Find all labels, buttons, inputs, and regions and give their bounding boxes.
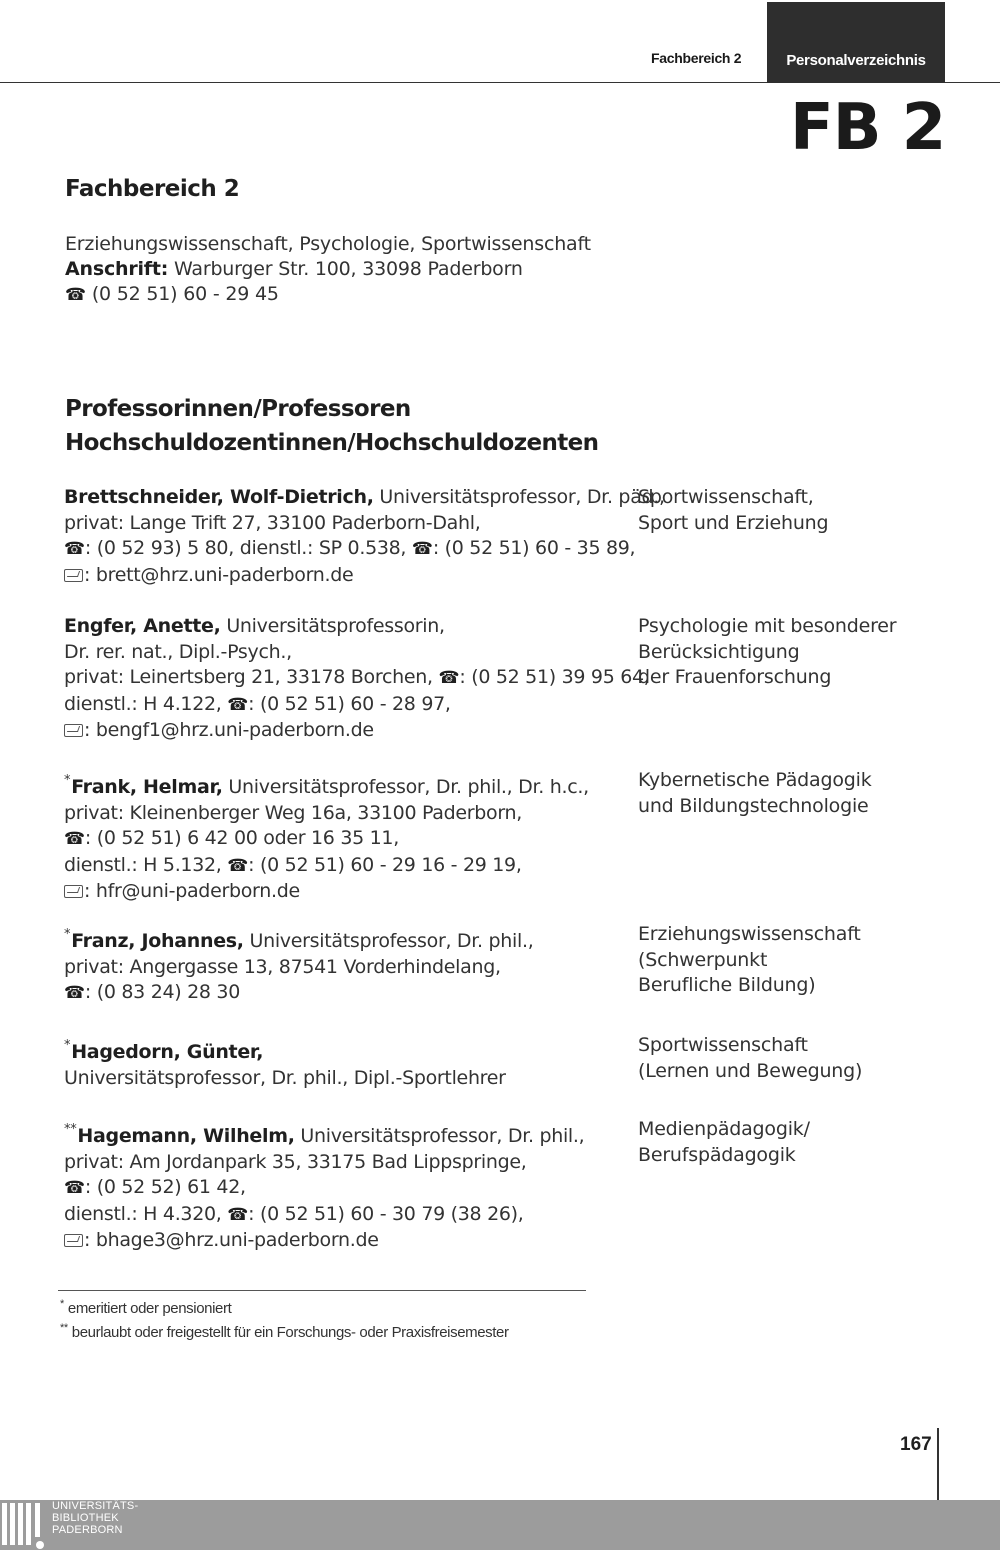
- person-name: Engfer, Anette,: [64, 615, 221, 637]
- library-name-line: BIBLIOTHEK: [52, 1512, 119, 1524]
- field-line: Erziehungswissenschaft: [638, 923, 861, 945]
- phone-value: (0 52 51) 60 - 29 45: [91, 283, 279, 305]
- footnote-rule: [58, 1290, 586, 1291]
- library-name-line: PADERBORN: [52, 1524, 123, 1536]
- person-title: Universitätsprofessor, Dr. phil., Dr. h.c.,: [228, 776, 589, 798]
- field-line: (Schwerpunkt: [638, 948, 768, 971]
- person-title: Universitätsprofessorin,: [226, 615, 445, 637]
- phone-icon: ☎: [65, 285, 86, 305]
- department-phone: [65, 282, 591, 308]
- field-line: Berufliche Bildung): [638, 974, 816, 996]
- email-address: : hfr@uni-paderborn.de: [84, 880, 300, 902]
- department-info: [65, 232, 591, 308]
- person-details: [64, 614, 650, 744]
- person-field: [638, 614, 938, 691]
- phone-icon: ☎: [438, 668, 460, 688]
- person-name: Brettschneider, Wolf-Dietrich,: [64, 486, 374, 508]
- phone-icon: ☎: [227, 1204, 249, 1225]
- field-line: Berücksichtigung: [638, 640, 800, 663]
- footnote: [60, 1322, 509, 1341]
- person-email: [64, 718, 634, 744]
- phone-icon: ☎: [64, 983, 85, 1003]
- phone-icon: ☎: [227, 855, 249, 876]
- office-room: dienstl.: H 4.122,: [64, 692, 228, 715]
- person-phones: [64, 536, 634, 563]
- page-number: 167: [900, 1434, 932, 1455]
- department-address: [65, 257, 591, 282]
- person-field: [638, 768, 938, 819]
- email-address: : bengf1@hrz.uni-paderborn.de: [84, 719, 374, 741]
- person-email: [64, 879, 634, 905]
- library-name-line: UNIVERSITÄTS-: [52, 1500, 139, 1512]
- private-address: privat: Leinertsberg 21, 33178 Borchen,: [64, 666, 439, 688]
- person-name: Hagedorn, Günter,: [71, 1041, 264, 1063]
- address-label: Anschrift:: [65, 258, 169, 280]
- field-line: Sport und Erziehung: [638, 511, 829, 534]
- field-line: Psychologie mit besonderer: [638, 615, 897, 637]
- person-details: [64, 922, 634, 1007]
- person-title: Universitätsprofessor, Dr. phil., Dipl.-Sportlehrer: [64, 1066, 506, 1089]
- header-section-label: Fachbereich 2: [651, 50, 742, 66]
- section-heading-line1: Professorinnen/Professoren: [65, 396, 411, 422]
- person-private-address: privat: Lange Trift 27, 33100 Paderborn-Dahl,: [64, 511, 481, 534]
- person-private-address: privat: Angergasse 13, 87541 Vorderhindelang,: [64, 955, 501, 978]
- person-office: [64, 692, 634, 719]
- person-details: [64, 1033, 634, 1091]
- library-name: [52, 1500, 138, 1536]
- field-line: Sportwissenschaft,: [638, 486, 814, 508]
- office-phone: : (0 52 51) 60 - 35 89,: [432, 537, 636, 559]
- phone-icon: ☎: [64, 1178, 85, 1198]
- field-line: Kybernetische Pädagogik: [638, 769, 872, 791]
- person-office: [64, 853, 634, 880]
- address-value: Warburger Str. 100, 33098 Paderborn: [174, 258, 523, 280]
- office-phone: : (0 52 51) 60 - 28 97,: [248, 692, 451, 715]
- person-name: Frank, Helmar,: [71, 776, 223, 798]
- person-email: [64, 563, 634, 589]
- library-footer: [0, 1500, 1000, 1550]
- phone-icon: ☎: [64, 539, 85, 559]
- phone-icon: ☎: [64, 829, 85, 849]
- private-phone: : (0 52 52) 61 42,: [84, 1176, 246, 1198]
- person-private-phone: [64, 980, 634, 1007]
- person-field: [638, 1033, 938, 1084]
- field-line: Medienpädagogik/: [638, 1118, 810, 1140]
- office-room: dienstl.: H 5.132,: [64, 853, 228, 876]
- field-line: der Frauenforschung: [638, 666, 832, 688]
- person-private-address: privat: Kleinenberger Weg 16a, 33100 Paderborn,: [64, 801, 523, 824]
- field-line: und Bildungstechnologie: [638, 794, 869, 817]
- footnote-marker: *: [64, 1038, 71, 1053]
- phone-icon: ☎: [227, 694, 249, 715]
- department-title: Fachbereich 2: [65, 176, 240, 202]
- person-field: [638, 922, 938, 999]
- section-badge: FB 2: [790, 91, 946, 165]
- office-phone: : (0 52 51) 60 - 29 16 - 29 19,: [248, 853, 522, 876]
- email-address: : bhage3@hrz.uni-paderborn.de: [84, 1229, 379, 1251]
- mail-icon: [64, 1234, 83, 1247]
- person-private-phone: [64, 1175, 634, 1202]
- person-degrees: Dr. rer. nat., Dipl.-Psych.,: [64, 640, 292, 663]
- library-logo-dot: [36, 1541, 44, 1549]
- footnote-text: emeritiert oder pensioniert: [67, 1300, 232, 1317]
- phone-icon: ☎: [411, 539, 433, 559]
- office-room: dienstl.: H 4.320,: [64, 1202, 228, 1225]
- section-heading: [65, 392, 598, 460]
- person-details: [64, 768, 634, 905]
- person-private-address: [64, 665, 650, 692]
- footnote-marker: *: [64, 927, 71, 942]
- page-number-rule: [937, 1428, 939, 1500]
- person-office: [64, 1202, 634, 1229]
- person-title: Universitätsprofessor, Dr. phil.,: [300, 1125, 585, 1147]
- footnote-marker: **: [64, 1122, 77, 1137]
- header-tab-personalverzeichnis: [767, 2, 945, 83]
- header-tab-label: Personalverzeichnis: [786, 52, 926, 69]
- mail-icon: [64, 885, 83, 898]
- person-name: Franz, Johannes,: [71, 930, 244, 952]
- footnote-mark: **: [60, 1322, 68, 1334]
- footnote-text: beurlaubt oder freigestellt für ein Forschungs- oder Praxisfreisemester: [71, 1324, 509, 1341]
- mail-icon: [64, 724, 83, 737]
- person-title: Universitätsprofessor, Dr. päd.,: [379, 486, 665, 508]
- footnote-marker: *: [64, 773, 71, 788]
- office-phone: : (0 52 51) 60 - 30 79 (38 26),: [248, 1202, 524, 1225]
- email-address: : brett@hrz.uni-paderborn.de: [84, 563, 354, 586]
- person-name: Hagemann, Wilhelm,: [77, 1125, 295, 1147]
- private-phone: : (0 52 51) 6 42 00 oder 16 35 11,: [84, 827, 399, 849]
- person-email: [64, 1228, 634, 1254]
- field-line: Sportwissenschaft: [638, 1034, 808, 1056]
- section-heading-line2: Hochschuldozentinnen/Hochschuldozenten: [65, 430, 599, 456]
- footnote: [60, 1298, 231, 1317]
- private-phone: : (0 52 51) 39 95 64,: [459, 666, 650, 688]
- person-field: [638, 485, 938, 536]
- field-line: (Lernen und Bewegung): [638, 1059, 863, 1082]
- person-field: [638, 1117, 938, 1168]
- person-details: [64, 1117, 634, 1254]
- footnote-mark: *: [60, 1298, 64, 1310]
- field-line: Berufspädagogik: [638, 1143, 796, 1166]
- person-private-address: privat: Am Jordanpark 35, 33175 Bad Lippspringe,: [64, 1150, 527, 1173]
- private-phone: : (0 83 24) 28 30: [84, 981, 241, 1003]
- mail-icon: [64, 569, 83, 582]
- person-title: Universitätsprofessor, Dr. phil.,: [249, 930, 534, 952]
- private-phone: : (0 52 93) 5 80, dienstl.: SP 0.538,: [84, 537, 412, 559]
- person-details: [64, 485, 665, 588]
- department-subjects: Erziehungswissenschaft, Psychologie, Sportwissenschaft: [65, 233, 591, 255]
- person-private-phone: [64, 826, 634, 853]
